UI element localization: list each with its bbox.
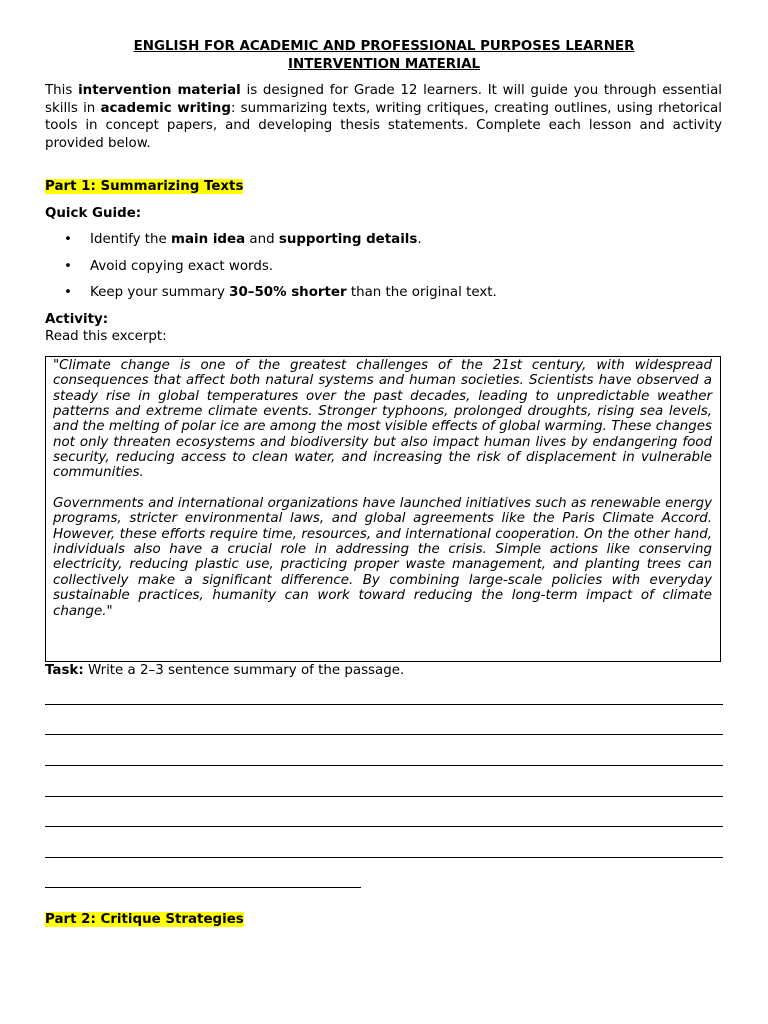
list-item-text: .: [417, 232, 422, 247]
answer-line: [45, 734, 723, 735]
part1-heading-text: Part 1: Summarizing Texts: [45, 179, 244, 194]
activity-label: Activity:: [45, 312, 109, 327]
read-excerpt-label: Read this excerpt:: [45, 329, 167, 344]
answer-line: [45, 826, 723, 827]
list-item: [45, 258, 715, 285]
bullet-icon: •: [64, 232, 72, 247]
answer-line: [45, 796, 723, 797]
list-item: [45, 231, 715, 258]
part2-heading: [45, 911, 244, 929]
list-item: [45, 284, 715, 311]
list-item-bold: supporting details: [278, 232, 418, 247]
title-line-2: INTERVENTION MATERIAL: [288, 57, 480, 72]
answer-line: [45, 704, 723, 705]
intro-text-3: : summarizing texts, writing critiques, creating outlines, using rhetorical tools in concept papers, and developing thesis statements. Complete each lesson and activity provided below.: [45, 100, 722, 151]
task-text: Write a 2–3 sentence summary of the passage.: [83, 663, 405, 678]
part1-heading: [45, 178, 243, 196]
quick-guide-list: [45, 231, 715, 311]
list-item-text: Keep your summary: [90, 285, 230, 300]
answer-line: [45, 887, 361, 888]
list-item-text: Avoid copying exact words.: [90, 258, 274, 274]
answer-line: [45, 765, 723, 766]
bullet-icon: •: [64, 258, 72, 274]
excerpt-box: [45, 356, 721, 662]
intro-text-2: is designed for Grade 12 learners. It will guide you through essential skills in: [45, 83, 723, 116]
excerpt-paragraph-1: "Climate change is one of the greatest challenges of the 21st century, with widespread consequences that affect both natural systems and human societies. Scientists have observed a steady rise in global temperatures over the past decades, leading to unpredictable weather patterns and extreme climate events. Stronger typhoons, prolonged droughts, rising sea levels, and the melting of polar ice are among the most visible effects of global warming. These changes not only threaten ecosystems and biodiversity but also impact human lives by endangering food security, reducing access to clean water, and increasing the risk of displacement in vulnerable communities.: [53, 358, 712, 481]
task-line: [45, 662, 404, 680]
list-item-bold: main idea: [171, 232, 246, 247]
list-item-bold: 30–50% shorter: [229, 285, 347, 300]
answer-line: [45, 857, 723, 858]
list-item-text: and: [245, 232, 279, 247]
list-item-text: than the original text.: [346, 285, 497, 300]
intro-bold-2: academic writing: [100, 100, 231, 116]
intro-text-1: This: [45, 83, 79, 98]
intro-paragraph: [45, 82, 722, 152]
list-item-text: Identify the: [90, 232, 172, 247]
bullet-icon: •: [64, 285, 72, 300]
quick-guide-label: Quick Guide:: [45, 206, 142, 221]
task-label: Task:: [45, 663, 84, 678]
part2-heading-text: Part 2: Critique Strategies: [45, 912, 244, 927]
document-title: [45, 38, 723, 74]
intro-bold-1: intervention material: [78, 83, 241, 98]
excerpt-paragraph-2: Governments and international organizations have launched initiatives such as renewable energy programs, stricter environmental laws, and global agreements like the Paris Climate Accord. However, these efforts require time, resources, and international cooperation. On the other hand, individuals also have a crucial role in addressing the crisis. Simple actions like conserving electricity, reducing plastic use, practicing proper waste management, and planting trees can collectively make a significant difference. By combining large-scale policies with everyday sustainable practices, humanity can work toward reducing the long-term impact of climate change.": [53, 496, 712, 619]
title-line-1: ENGLISH FOR ACADEMIC AND PROFESSIONAL PURPOSES LEARNER: [133, 39, 635, 54]
